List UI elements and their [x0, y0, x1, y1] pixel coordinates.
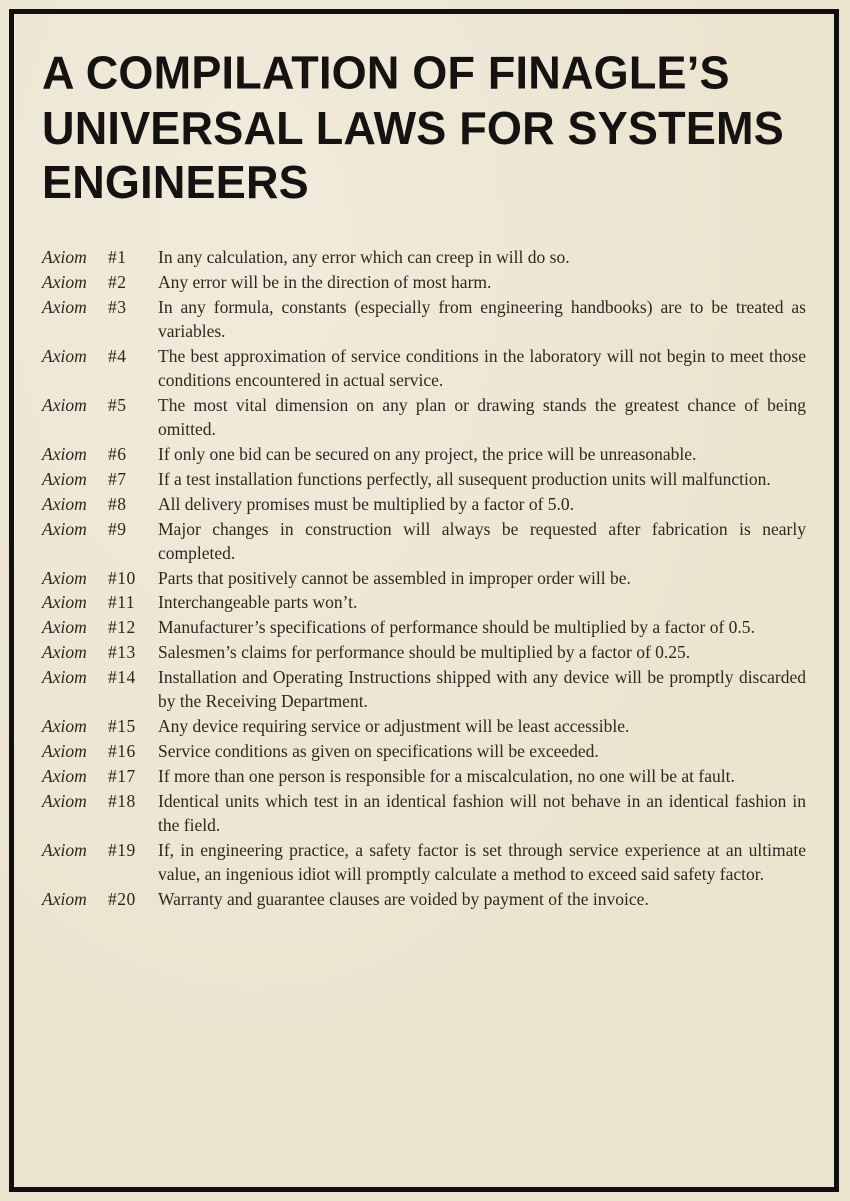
axiom-row-17: [42, 765, 806, 789]
axiom-number: #1: [108, 246, 127, 267]
axiom-list: [42, 246, 806, 912]
axiom-label: [42, 790, 158, 838]
axiom-text: In any calculation, any error which can creep in will do so.: [158, 246, 570, 267]
axiom-row-4: [42, 345, 806, 393]
axiom-text: If more than one person is responsible for a miscalculation, no one will be at fault.: [158, 766, 735, 787]
axiom-word: Axiom: [42, 667, 87, 688]
axiom-number: #8: [108, 493, 127, 514]
axiom-row-11: [42, 591, 806, 615]
axiom-label: [42, 271, 158, 295]
axiom-row-3: [42, 296, 806, 344]
axiom-text: Major changes in construction will always be requested after fabrication is nearly completed.: [158, 518, 806, 563]
axiom-word: Axiom: [42, 567, 87, 588]
axiom-label: [42, 493, 158, 517]
axiom-number: #20: [108, 889, 136, 910]
axiom-label: [42, 765, 158, 789]
axiom-label: [42, 641, 158, 665]
axiom-text: Any error will be in the direction of most harm.: [158, 271, 492, 292]
axiom-number: #2: [108, 271, 127, 292]
axiom-label: [42, 468, 158, 492]
axiom-word: Axiom: [42, 716, 87, 737]
axiom-label: [42, 296, 158, 344]
axiom-text: If, in engineering practice, a safety factor is set through service experience at an ultimate value, an ingenious idiot will promptly calculate a method to exceed said safety factor.: [158, 840, 806, 885]
axiom-number: #12: [108, 617, 136, 638]
axiom-word: Axiom: [42, 840, 87, 861]
axiom-word: Axiom: [42, 791, 87, 812]
page-title: [42, 46, 806, 210]
axiom-word: Axiom: [42, 394, 87, 415]
axiom-word: Axiom: [42, 889, 87, 910]
axiom-word: Axiom: [42, 246, 87, 267]
axiom-number: #16: [108, 741, 136, 762]
axiom-row-16: [42, 740, 806, 764]
axiom-text: Warranty and guarantee clauses are voided by payment of the invoice.: [158, 889, 649, 910]
axiom-label: [42, 394, 158, 442]
axiom-word: Axiom: [42, 518, 87, 539]
axiom-row-1: [42, 246, 806, 270]
axiom-word: Axiom: [42, 766, 87, 787]
page-title-line-1: A COMPILATION OF FINAGLE’S: [42, 46, 730, 100]
axiom-word: Axiom: [42, 345, 87, 366]
axiom-label: [42, 591, 158, 615]
axiom-number: #11: [108, 592, 136, 613]
axiom-text: Salesmen’s claims for performance should be multiplied by a factor of 0.25.: [158, 642, 691, 663]
document-border-frame: [9, 9, 839, 1192]
axiom-number: #3: [108, 296, 127, 317]
axiom-label: [42, 715, 158, 739]
axiom-text: Service conditions as given on specifications will be exceeded.: [158, 741, 599, 762]
axiom-row-14: [42, 666, 806, 714]
axiom-word: Axiom: [42, 592, 87, 613]
axiom-row-10: [42, 567, 806, 591]
axiom-text: Parts that positively cannot be assembled in improper order will be.: [158, 567, 631, 588]
axiom-number: #17: [108, 766, 136, 787]
axiom-row-20: [42, 888, 806, 912]
axiom-text: All delivery promises must be multiplied by a factor of 5.0.: [158, 493, 575, 514]
axiom-row-2: [42, 271, 806, 295]
axiom-label: [42, 616, 158, 640]
axiom-row-18: [42, 790, 806, 838]
axiom-number: #5: [108, 394, 127, 415]
axiom-number: #19: [108, 840, 136, 861]
axiom-text: Installation and Operating Instructions shipped with any device will be promptly discarded by the Receiving Department.: [158, 667, 806, 712]
axiom-word: Axiom: [42, 617, 87, 638]
axiom-row-7: [42, 468, 806, 492]
axiom-text: Manufacturer’s specifications of performance should be multiplied by a factor of 0.5.: [158, 617, 755, 638]
axiom-label: [42, 666, 158, 714]
axiom-row-8: [42, 493, 806, 517]
axiom-label: [42, 888, 158, 912]
page-title-line-3: ENGINEERS: [42, 155, 309, 209]
axiom-row-15: [42, 715, 806, 739]
axiom-text: Identical units which test in an identical fashion will not behave in an identical fashion in the field.: [158, 791, 806, 836]
axiom-word: Axiom: [42, 443, 87, 464]
axiom-number: #7: [108, 468, 127, 489]
axiom-label: [42, 345, 158, 393]
axiom-label: [42, 740, 158, 764]
axiom-number: #10: [108, 567, 136, 588]
axiom-number: #4: [108, 345, 127, 366]
axiom-row-12: [42, 616, 806, 640]
axiom-number: #9: [108, 518, 127, 539]
axiom-number: #14: [108, 667, 136, 688]
axiom-row-19: [42, 839, 806, 887]
axiom-number: #6: [108, 443, 127, 464]
axiom-row-6: [42, 443, 806, 467]
axiom-word: Axiom: [42, 642, 87, 663]
axiom-text: In any formula, constants (especially from engineering handbooks) are to be treated as variables.: [158, 296, 806, 341]
axiom-word: Axiom: [42, 741, 87, 762]
axiom-label: [42, 839, 158, 887]
axiom-label: [42, 567, 158, 591]
axiom-text: Interchangeable parts won’t.: [158, 592, 358, 613]
axiom-row-9: [42, 518, 806, 566]
page-title-line-2: UNIVERSAL LAWS FOR SYSTEMS: [42, 100, 784, 154]
axiom-label: [42, 246, 158, 270]
axiom-text: Any device requiring service or adjustment will be least accessible.: [158, 716, 630, 737]
axiom-text: The best approximation of service conditions in the laboratory will not begin to meet those conditions encountered in actual service.: [158, 345, 806, 390]
axiom-text: The most vital dimension on any plan or drawing stands the greatest chance of being omitted.: [158, 394, 806, 439]
axiom-number: #18: [108, 791, 136, 812]
axiom-number: #15: [108, 716, 136, 737]
axiom-word: Axiom: [42, 271, 87, 292]
axiom-label: [42, 443, 158, 467]
axiom-text: If a test installation functions perfectly, all susequent production units will malfunction.: [158, 468, 771, 489]
axiom-word: Axiom: [42, 493, 87, 514]
axiom-word: Axiom: [42, 468, 87, 489]
axiom-row-13: [42, 641, 806, 665]
axiom-word: Axiom: [42, 296, 87, 317]
axiom-row-5: [42, 394, 806, 442]
axiom-text: If only one bid can be secured on any project, the price will be unreasonable.: [158, 443, 697, 464]
axiom-number: #13: [108, 642, 136, 663]
axiom-label: [42, 518, 158, 566]
